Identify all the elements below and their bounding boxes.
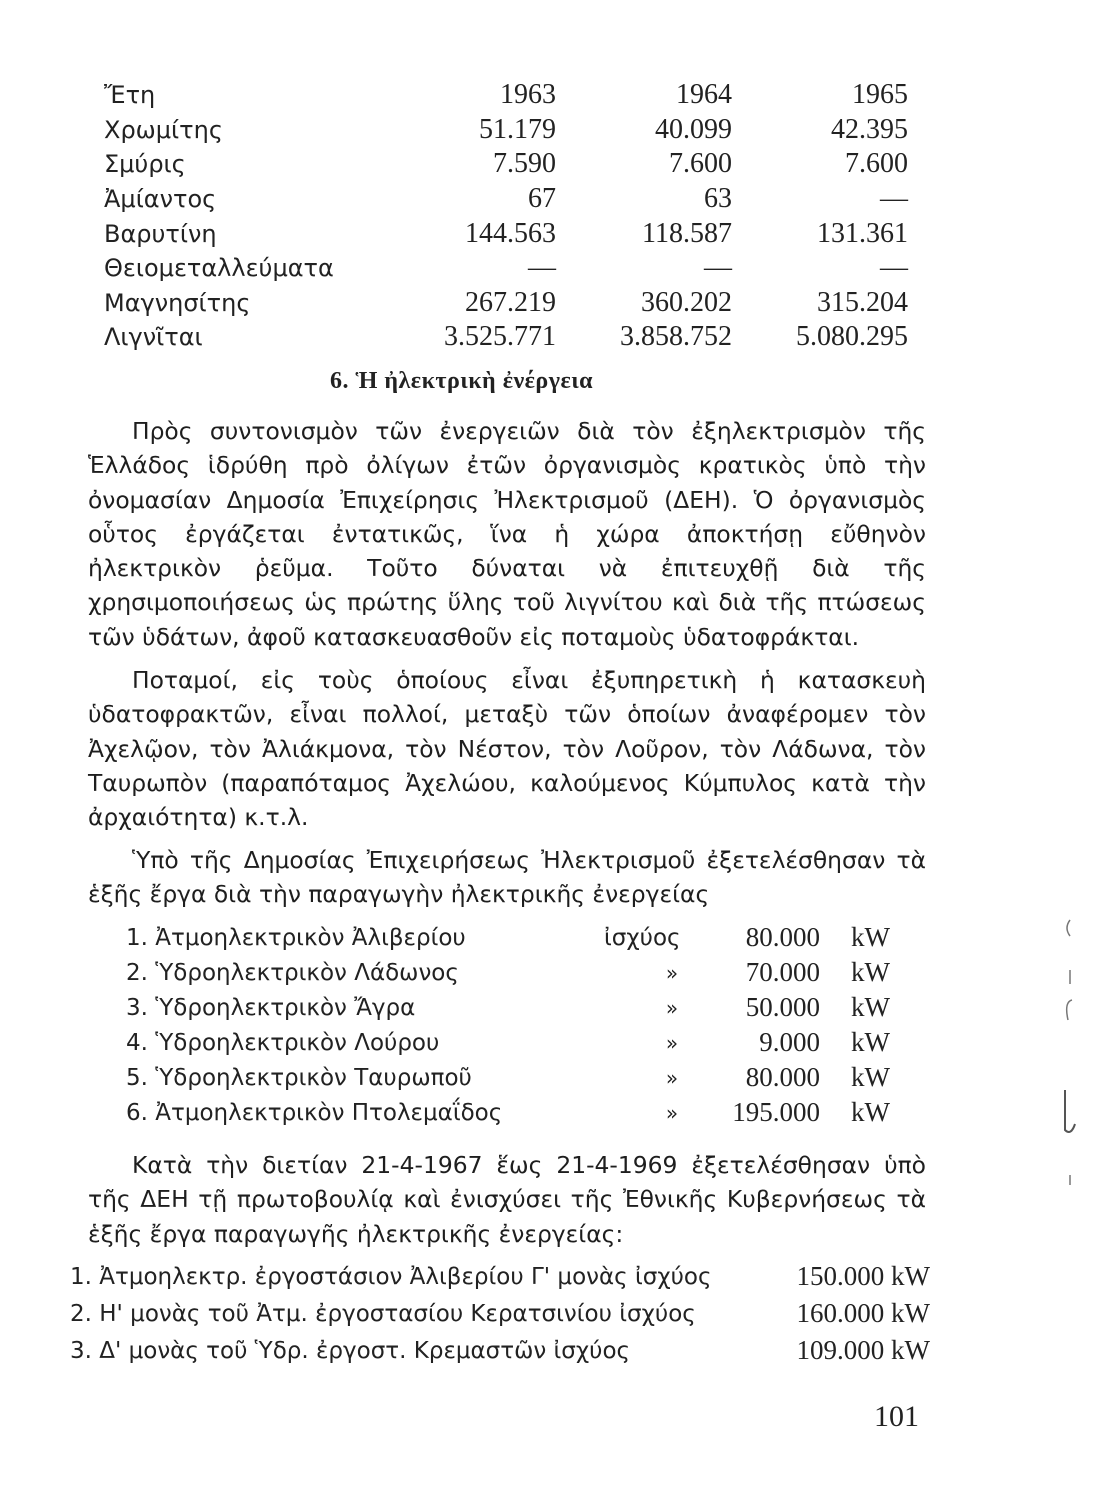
plant-capacity: 80.000 [745, 922, 820, 952]
table-row [104, 113, 914, 148]
plant-capacity: 50.000 [745, 992, 820, 1022]
value-1963: 7.590 [493, 148, 556, 180]
mineral-name: Σμύρις [104, 150, 186, 179]
value-1965: 131.361 [817, 217, 908, 249]
value-1963: 267.219 [465, 286, 556, 318]
mineral-name: Θειομεταλλεύματα [104, 254, 334, 283]
new-works-list [70, 1258, 930, 1369]
paragraph-text: Ὑπὸ τῆς Δημοσίας Ἐπιχειρήσεως Ἠλεκτρισμοῦ ἐξετελέσθησαν τὰ ἑξῆς ἔργα διὰ τὴν παραγωγὴν ἠλεκτρικῆς ἐνεργείας [88, 846, 926, 909]
mineral-name: Ἀμίαντος [104, 185, 217, 214]
ditto-mark: » [665, 995, 679, 1020]
list-item [126, 990, 926, 1025]
list-item [126, 920, 926, 955]
table-row [104, 182, 914, 217]
bleed-mark [1065, 1090, 1075, 1132]
value-1963: 144.563 [465, 217, 556, 249]
paragraph-works-intro [88, 843, 926, 912]
value-1965: — [880, 183, 908, 215]
table-row [104, 320, 914, 355]
work-description: 3. Δ' μονὰς τοῦ Ὑδρ. ἐργοστ. Κρεμαστῶν ἰσχύος [70, 1337, 631, 1364]
plant-name: 5. Ὑδροηλεκτρικὸν Ταυρωποῦ [126, 1064, 472, 1091]
value-1965: 315.204 [817, 286, 908, 318]
plant-name: 1. Ἀτμοηλεκτρικὸν Ἀλιβερίου [126, 924, 466, 951]
value-1964: 7.600 [669, 148, 732, 180]
ditto-mark: » [665, 1065, 679, 1090]
bleed-mark [1067, 920, 1070, 936]
paragraph-dei-intro [88, 414, 926, 654]
mineral-name: Βαρυτίνη [104, 219, 217, 248]
work-capacity: 109.000 kW [796, 1335, 930, 1365]
capacity-unit: kW [851, 1062, 890, 1092]
margin-bleed-marks [1040, 840, 1080, 1220]
power-plants-list [126, 920, 926, 1130]
capacity-unit: kW [851, 1027, 890, 1057]
paragraph-text: Ποταμοί, εἰς τοὺς ὁποίους εἶναι ἐξυπηρετικὴ ἡ κατασκευὴ ὑδατοφρακτῶν, εἶναι πολλοί, μεταξὺ τῶν ὁποίων ἀναφέρομεν τὸν Ἀχελῷον, τὸν Ἀλιάκμονα, τὸν Νέστον, τὸν Λοῦρον, τὸν Λάδωνα, τὸν Ταυρωπὸν (παραπόταμος Ἀχελώου, καλούμενος Κύμπυλος κατὰ τὴν ἀρχαιότητα) κ.τ.λ. [88, 666, 926, 832]
paragraph-1967-1969 [88, 1148, 926, 1251]
capacity-unit: kW [851, 922, 890, 952]
value-1963: 51.179 [479, 113, 556, 145]
section-heading: 6. Ἡ ἠλεκτρικὴ ἐνέργεια [330, 368, 594, 394]
ditto-mark: » [665, 1030, 679, 1055]
plant-name: 4. Ὑδροηλεκτρικὸν Λούρου [126, 1029, 440, 1056]
plant-capacity: 9.000 [759, 1027, 820, 1057]
plant-capacity: 70.000 [745, 957, 820, 987]
table-row [104, 147, 914, 182]
value-1964: 3.858.752 [620, 321, 732, 353]
plant-capacity: 80.000 [745, 1062, 820, 1092]
table-row [104, 216, 914, 251]
list-item [70, 1258, 930, 1295]
page-number: 101 [874, 1400, 919, 1433]
value-1964: 118.587 [642, 217, 732, 249]
work-description: 1. Ἀτμοηλεκτρ. ἐργοστάσιον Ἀλιβερίου Γ' μονὰς ἰσχύος [70, 1263, 712, 1290]
plant-name: 3. Ὑδροηλεκτρικὸν Ἄγρα [126, 994, 416, 1021]
capacity-label: ἰσχύος [604, 924, 681, 951]
mineral-name: Λιγνῖται [104, 323, 203, 352]
work-description: 2. Η' μονὰς τοῦ Ἀτμ. ἐργοστασίου Κερατσινίου ἰσχύος [70, 1300, 696, 1327]
year-1964: 1964 [676, 79, 732, 111]
value-1964: 63 [704, 183, 732, 215]
year-1963: 1963 [500, 79, 556, 111]
ditto-mark: » [665, 1100, 679, 1125]
value-1963: — [528, 252, 556, 284]
list-item [126, 955, 926, 990]
years-label: Ἔτη [104, 81, 156, 110]
capacity-unit: kW [851, 957, 890, 987]
work-capacity: 150.000 kW [796, 1261, 930, 1291]
mineral-production-table [104, 78, 914, 355]
paragraph-text: Κατὰ τὴν διετίαν 21-4-1967 ἕως 21-4-1969 ἐξετελέσθησαν ὑπὸ τῆς ΔΕΗ τῇ πρωτοβουλίᾳ καὶ ἐνισχύσει τῆς Ἐθνικῆς Κυβερνήσεως τὰ ἑξῆς ἔργα παραγωγῆς ἠλεκτρικῆς ἐνεργείας: [88, 1151, 926, 1248]
table-row [104, 286, 914, 321]
value-1964: — [704, 252, 732, 284]
value-1965: 7.600 [845, 148, 908, 180]
mineral-name: Χρωμίτης [104, 115, 223, 144]
mineral-name: Μαγνησίτης [104, 288, 251, 317]
list-item [70, 1295, 930, 1332]
plant-name: 6. Ἀτμοηλεκτρικὸν Πτολεμαΐδος [126, 1099, 503, 1126]
year-1965: 1965 [852, 79, 908, 111]
ditto-mark: » [665, 960, 679, 985]
capacity-unit: kW [851, 992, 890, 1022]
list-item [70, 1332, 930, 1369]
value-1965: 5.080.295 [796, 321, 908, 353]
value-1963: 3.525.771 [444, 321, 556, 353]
value-1965: 42.395 [831, 113, 908, 145]
paragraph-text: Πρὸς συντονισμὸν τῶν ἐνεργειῶν διὰ τὸν ἐξηλεκτρισμὸν τῆς Ἑλλάδος ἱδρύθη πρὸ ὀλίγων ἐτῶν ὀργανισμὸς κρατικὸς ὑπὸ τὴν ὀνομασίαν Δημοσία Ἐπιχείρησις Ἠλεκτρισμοῦ (ΔΕΗ). Ὁ ὀργανισμὸς οὗτος ἐργάζεται ἐντατικῶς, ἵνα ἡ χώρα ἀποκτήσῃ εὔθηνὸν ἠλεκτρικὸν ῥεῦμα. Τοῦτο δύναται νὰ ἐπιτευχθῇ διὰ τῆς χρησιμοποιήσεως ὡς πρώτης ὕλης τοῦ λιγνίτου καὶ διὰ τῆς πτώσεως τῶν ὑδάτων, ἀφοῦ κατασκευασθοῦν εἰς ποταμοὺς ὑδατοφράκται. [88, 417, 926, 651]
paragraph-rivers [88, 663, 926, 834]
value-1964: 360.202 [641, 286, 732, 318]
capacity-unit: kW [851, 1097, 890, 1127]
list-item [126, 1095, 926, 1130]
list-item [126, 1060, 926, 1095]
work-capacity: 160.000 kW [796, 1298, 930, 1328]
plant-capacity: 195.000 [732, 1097, 820, 1127]
bleed-mark [1067, 1000, 1072, 1020]
list-item [126, 1025, 926, 1060]
plant-name: 2. Ὑδροηλεκτρικὸν Λάδωνος [126, 959, 459, 986]
value-1963: 67 [528, 183, 556, 215]
value-1965: — [880, 252, 908, 284]
table-row [104, 251, 914, 286]
table-header-row [104, 78, 914, 113]
value-1964: 40.099 [655, 113, 732, 145]
